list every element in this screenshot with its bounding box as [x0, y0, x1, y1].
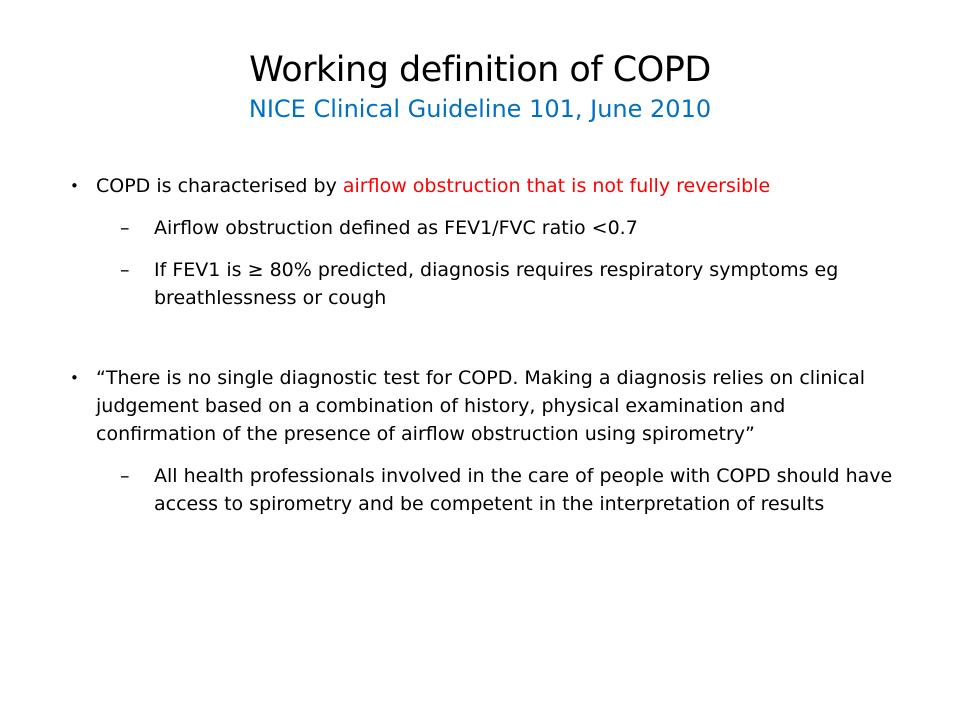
bullet-text: COPD is characterised by: [96, 175, 343, 197]
bullet-quote-text: “There is no single diagnostic test for COPD. Making a diagnosis relies on clinical judgement based on a combination of history, physical examination and confirmation of the presence of airflow obstruction using spirometry”: [96, 367, 866, 445]
slide-content: [60, 172, 910, 518]
dash-icon: –: [120, 259, 130, 281]
dash-icon: –: [120, 217, 130, 239]
title-block: [60, 48, 900, 126]
bullet-highlight-text: airflow obstruction that is not fully reversible: [342, 175, 771, 197]
sub-bullet-item: [60, 256, 910, 312]
sub-bullet-item: [60, 214, 910, 242]
dash-icon: –: [120, 465, 130, 487]
spacer: [60, 312, 910, 364]
slide-subtitle: NICE Clinical Guideline 101, June 2010: [248, 95, 712, 123]
sub-bullet-text: If FEV1 is ≥ 80% predicted, diagnosis requires respiratory symptoms eg breathlessness or cough: [154, 259, 839, 309]
sub-bullet-text: All health professionals involved in the care of people with COPD should have access to spirometry and be competent in the interpretation of results: [154, 465, 893, 515]
bullet-item: [60, 172, 910, 200]
sub-bullet-item: [60, 462, 910, 518]
sub-bullet-text: Airflow obstruction defined as FEV1/FVC ratio <0.7: [154, 217, 638, 239]
slide-title: Working definition of COPD: [249, 50, 711, 90]
bullet-item: [60, 364, 910, 448]
bullet-dot-icon: •: [70, 369, 79, 387]
bullet-dot-icon: •: [70, 177, 79, 195]
